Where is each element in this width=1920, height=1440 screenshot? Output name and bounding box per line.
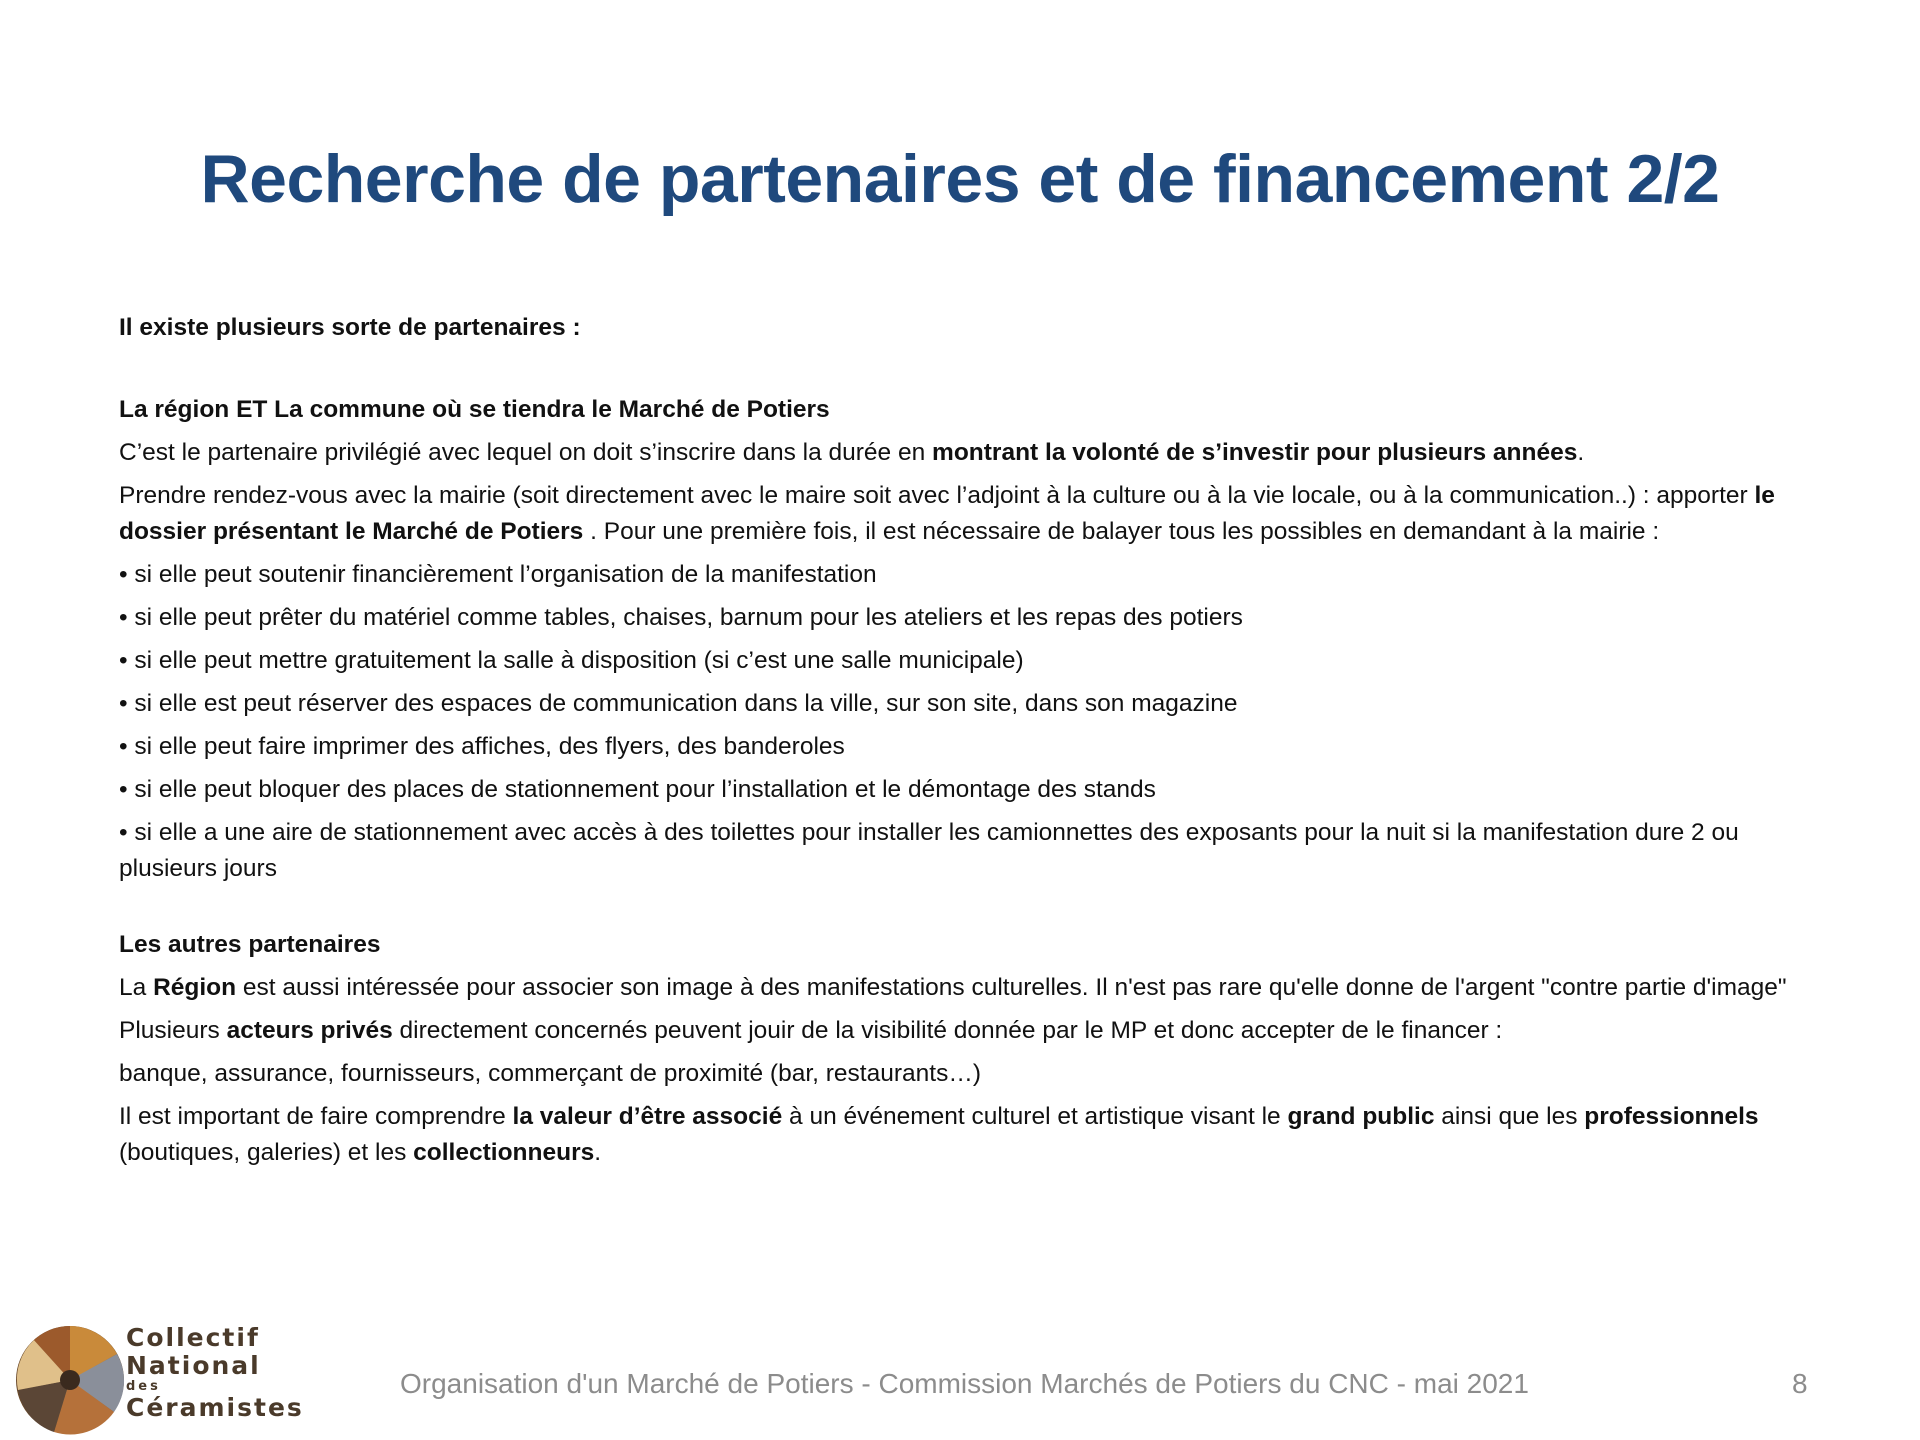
bullet-item: • si elle peut bloquer des places de stationnement pour l’installation et le démontage des stands	[119, 776, 1156, 803]
slide-title: Recherche de partenaires et de financement 2/2	[200, 141, 1720, 217]
paragraph-region: La Région est aussi intéressée pour associer son image à des manifestations culturelles. Il n'est pas rare qu'elle donne de l'argent "contre partie d'image"	[119, 974, 1787, 1001]
paragraph-acteurs-prives: Plusieurs acteurs privés directement concernés peuvent jouir de la visibilité donnée par le MP et donc accepter de le financer :	[119, 1017, 1503, 1044]
logo-wordmark: Collectif National des Céramistes	[126, 1323, 304, 1422]
paragraph-rendez-vous-mairie: Prendre rendez-vous avec la mairie (soit directement avec le maire soit avec l’adjoint à la culture ou à la vie locale, ou à la communication..) : apporter le dossier présentant le Marché de Potiers . Pour une première fois, il est nécessaire de balayer tous les possibles en demandant à la mairie :	[119, 482, 1775, 545]
paragraph-exemples: banque, assurance, fournisseurs, commerçant de proximité (bar, restaurants…)	[119, 1060, 981, 1087]
slide-body	[119, 310, 1819, 1178]
bullet-item: • si elle peut mettre gratuitement la salle à disposition (si c’est une salle municipale)	[119, 647, 1024, 674]
intro-text: Il existe plusieurs sorte de partenaires :	[119, 314, 581, 341]
bullet-item: • si elle est peut réserver des espaces de communication dans la ville, sur son site, dans son magazine	[119, 690, 1238, 717]
bullet-item: • si elle peut faire imprimer des affiches, des flyers, des banderoles	[119, 733, 845, 760]
bullet-item: • si elle peut soutenir financièrement l’organisation de la manifestation	[119, 561, 877, 588]
paragraph-partenaire-privilegie: C’est le partenaire privilégié avec lequel on doit s’inscrire dans la durée en montrant la volonté de s’investir pour plusieurs années.	[119, 439, 1585, 466]
paragraph-valeur: Il est important de faire comprendre la valeur d’être associé à un événement culturel et artistique visant le grand public ainsi que les professionnels (boutiques, galeries) et les collectionneurs.	[119, 1103, 1759, 1166]
cnc-logo	[14, 1320, 304, 1438]
bullet-item: • si elle a une aire de stationnement avec accès à des toilettes pour installer les camionnettes des exposants pour la nuit si la manifestation dure 2 ou plusieurs jours	[119, 819, 1739, 882]
bullet-item: • si elle peut prêter du matériel comme tables, chaises, barnum pour les ateliers et les repas des potiers	[119, 604, 1243, 631]
ceramic-disc-logo-icon	[14, 1324, 126, 1436]
page-number: 8	[1792, 1368, 1808, 1399]
footer-text: Organisation d'un Marché de Potiers - Commission Marchés de Potiers du CNC - mai 2021	[400, 1368, 1529, 1399]
section-heading-autres: Les autres partenaires	[119, 931, 381, 958]
section-heading-commune: La région ET La commune où se tiendra le Marché de Potiers	[119, 396, 830, 423]
